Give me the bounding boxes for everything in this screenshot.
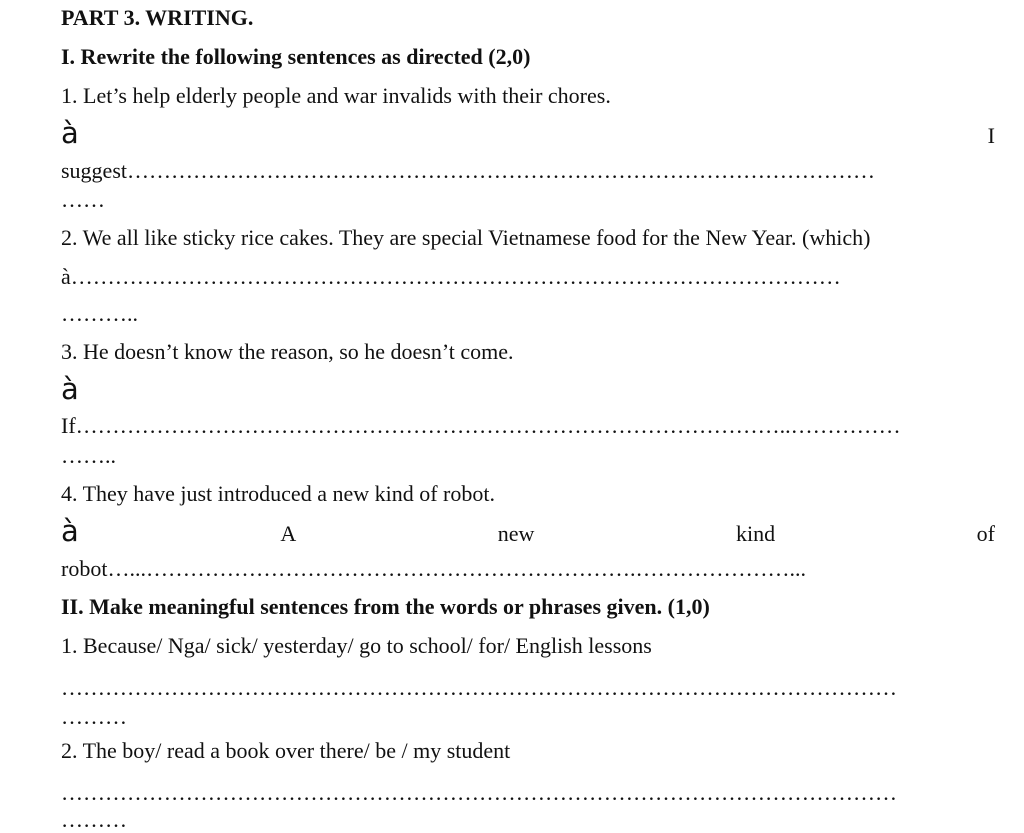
q3-answer-line: If……………………………………………………………………………………..…………… (61, 413, 901, 438)
s2-q2-answer-tail: ……… (61, 807, 127, 832)
q1-sentence: 1. Let’s help elderly people and war invalids with their chores. (61, 83, 611, 108)
q2-answer-text: à…………………………………………………………………………………………… (61, 264, 841, 289)
q4-word-kind: kind (735, 521, 776, 546)
q2-answer-line (61, 264, 995, 290)
q3-answer-tail: …….. (61, 443, 116, 468)
q4-word-of: of (976, 521, 995, 546)
section-1-heading: I. Rewrite the following sentences as directed (2,0) (61, 44, 531, 69)
q3-arrow: à (61, 372, 79, 406)
q2-sentence: 2. We all like sticky rice cakes. They are special Vietnamese food for the New Year. (which) (61, 225, 871, 250)
q2-answer-tail: ……….. (61, 301, 138, 326)
q3-sentence: 3. He doesn’t know the reason, so he doesn’t come. (61, 339, 514, 364)
s2-q1-sentence: 1. Because/ Nga/ sick/ yesterday/ go to school/ for/ English lessons (61, 633, 652, 658)
q1-answer-tail: …… (61, 187, 105, 212)
q1-start-word: I (987, 123, 995, 148)
part-heading: PART 3. WRITING. (61, 5, 254, 30)
s2-q1-answer-tail: ……… (61, 704, 127, 729)
q4-sentence: 4. They have just introduced a new kind of robot. (61, 481, 495, 506)
q4-arrow-row (61, 514, 995, 548)
q1-arrow-row (61, 116, 995, 150)
q4-word-a: A (280, 521, 297, 546)
s2-q1-answer-line: …………………………………………………………………………………………………… (61, 675, 897, 700)
q4-word-new: new (497, 521, 535, 546)
q4-arrow: à (61, 514, 79, 548)
s2-q2-sentence: 2. The boy/ read a book over there/ be / my student (61, 738, 511, 763)
q1-arrow: à (61, 116, 79, 150)
q4-answer-line: robot…...………………………………………………………….…………………... (61, 556, 806, 581)
section-2-heading: II. Make meaningful sentences from the words or phrases given. (1,0) (61, 594, 710, 619)
s2-q2-answer-line: …………………………………………………………………………………………………… (61, 780, 897, 805)
q3-arrow-row (61, 372, 995, 406)
q1-answer-line: suggest………………………………………………………………………………………… (61, 158, 875, 183)
